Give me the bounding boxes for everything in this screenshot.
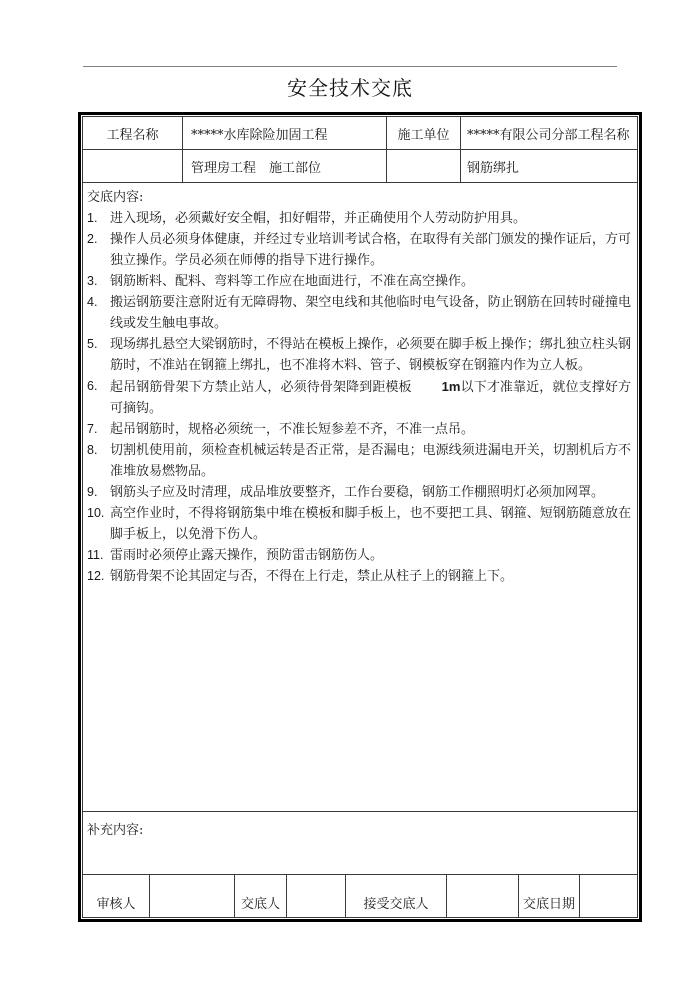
item-text: 现场绑扎悬空大梁钢筋时，不得站在模板上操作，必须要在脚手板上操作；绑扎独立柱头钢筋时，不准站在钢箍上绑扎，也不准将木料、管子、钢模板穿在钢箍内作为立人板。 — [110, 337, 631, 373]
supplement-row — [83, 812, 637, 875]
item-text-before: 起吊钢筋骨架下方禁止站人，必须待骨架降到距模板 — [110, 380, 412, 395]
item-number: 10. — [87, 506, 105, 520]
list-item — [87, 292, 631, 334]
construction-unit-value: *****有限公司分部工程名称 — [467, 127, 630, 143]
item-number: 5. — [87, 337, 98, 351]
list-item — [87, 503, 631, 545]
item-number: 2. — [87, 232, 98, 246]
header-rule-line — [83, 66, 617, 67]
reviewer-label: 审核人 — [83, 875, 150, 917]
info-row-1 — [83, 117, 637, 150]
project-name-value: *****水库除险加固工程 — [183, 117, 387, 149]
list-item — [87, 419, 631, 440]
receiver-signature-cell — [447, 875, 519, 917]
disclosure-content-cell — [83, 183, 637, 811]
item-text: 操作人员必须身体健康，并经过专业培训考试合格，在取得有关部门颁发的操作证后，方可独立操作。学员必须在师傅的指导下进行操作。 — [110, 232, 631, 268]
item-text: 钢筋骨架不论其固定与否，不得在上行走，禁止从柱子上的钢箍上下。 — [110, 569, 514, 584]
disclosure-date-cell — [580, 875, 637, 917]
work-location-value: 管理房工程 施工部位 — [183, 150, 387, 182]
list-item — [87, 376, 631, 419]
list-item — [87, 545, 631, 566]
disclosure-date-label: 交底日期 — [519, 875, 580, 917]
info-row-2 — [83, 150, 637, 183]
project-name-label: 工程名称 — [83, 117, 183, 149]
signature-row — [83, 875, 637, 917]
list-item — [87, 271, 631, 292]
item-text: 搬运钢筋要注意附近有无障碍物、架空电线和其他临时电气设备，防止钢筋在回转时碰撞电线或发生触电事故。 — [110, 295, 631, 331]
list-item — [87, 334, 631, 376]
item-number: 9. — [87, 485, 98, 499]
item-number: 11. — [87, 548, 104, 562]
item-text: 钢筋断料、配料、弯料等工作应在地面进行，不准在高空操作。 — [110, 274, 475, 289]
item-number: 1. — [87, 211, 98, 225]
item-text: 雷雨时必须停止露天操作，预防雷击钢筋伤人。 — [110, 548, 384, 563]
list-item — [87, 482, 631, 503]
info-row2-empty-cell — [83, 150, 183, 182]
content-row — [83, 183, 637, 812]
discloser-label: 交底人 — [235, 875, 287, 917]
item-number: 3. — [87, 274, 98, 288]
item-text: 进入现场，必须戴好安全帽，扣好帽带，并正确使用个人劳动防护用具。 — [110, 211, 527, 226]
item-distance-value: 1m — [441, 379, 461, 394]
content-label: 交底内容: — [87, 190, 144, 205]
page-title: 安全技术交底 — [287, 76, 413, 100]
item-text: 切割机使用前，须检查机械运转是否正常，是否漏电；电源线须进漏电开关，切割机后方不准堆放易燃物品。 — [110, 443, 631, 479]
item-number: 6. — [87, 379, 98, 393]
disclosure-table-inner — [82, 116, 638, 918]
construction-unit-label: 施工单位 — [387, 117, 461, 149]
list-item — [87, 566, 631, 587]
disclosure-table — [78, 112, 642, 922]
item-text — [110, 376, 631, 419]
item-text-after: 以下才准靠近，就位支撑好方可摘钩。 — [110, 380, 631, 416]
item-number: 8. — [87, 443, 98, 457]
item-text: 起吊钢筋时，规格必须统一，不准长短参差不齐，不准一点吊。 — [110, 422, 475, 437]
item-number: 7. — [87, 422, 98, 436]
list-item — [87, 440, 631, 482]
info-row2-empty-cell-2 — [387, 150, 461, 182]
receiver-label: 接受交底人 — [346, 875, 447, 917]
item-number: 4. — [87, 295, 98, 309]
list-item — [87, 229, 631, 271]
reviewer-signature-cell — [150, 875, 235, 917]
supplement-label: 补充内容: — [87, 823, 144, 838]
item-number: 12. — [87, 569, 105, 583]
item-text: 钢筋头子应及时清理，成品堆放要整齐，工作台要稳，钢筋工作棚照明灯必须加网罩。 — [110, 485, 605, 500]
item-text: 高空作业时，不得将钢筋集中堆在模板和脚手板上，也不要把工具、钢箍、短钢筋随意放在脚手板上，以免滑下伤人。 — [110, 506, 631, 542]
discloser-signature-cell — [287, 875, 346, 917]
list-item — [87, 208, 631, 229]
work-item-value: 钢筋绑扎 — [467, 160, 520, 176]
